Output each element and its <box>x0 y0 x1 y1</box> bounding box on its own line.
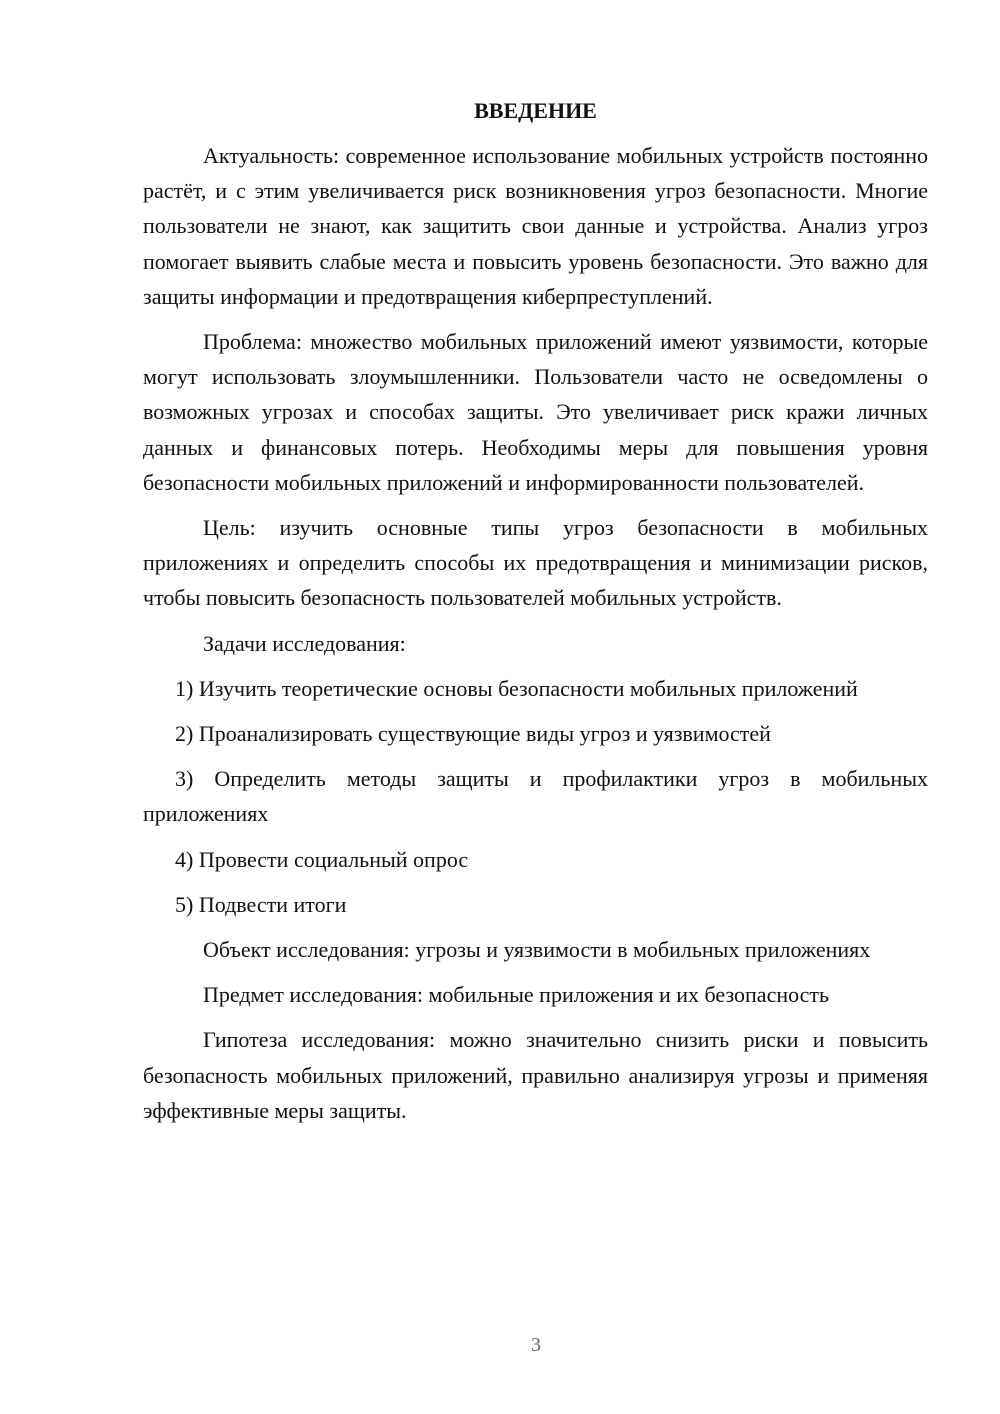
tasks-heading: Задачи исследования: <box>203 630 406 656</box>
task-item-3: 3) Определить методы защиты и профилактики угроз в мобильных приложениях <box>143 766 928 827</box>
problem-paragraph: Проблема: множество мобильных приложений имеют уязвимости, которые могут использовать злоумышленники. Пользователи часто не осведомлены о возможных угрозах и способах защиты. Это увеличивает риск кражи личных данных и финансовых потерь. Необходимы меры для повышения уровня безопасности мобильных приложений и информированности пользователей. <box>143 329 928 495</box>
relevance-paragraph: Актуальность: современное использование мобильных устройств постоянно растёт, и с этим увеличивается риск возникновения угроз безопасности. Многие пользователи не знают, как защитить свои данные и устройства. Анализ угроз помогает выявить слабые места и повысить уровень безопасности. Это важно для защиты информации и предотвращения киберпреступлений. <box>143 143 928 309</box>
document-page <box>143 96 928 1138</box>
task-item-4: 4) Провести социальный опрос <box>175 846 469 872</box>
research-subject-paragraph: Предмет исследования: мобильные приложения и их безопасность <box>203 982 830 1008</box>
hypothesis-paragraph: Гипотеза исследования: можно значительно снизить риски и повысить безопасность мобильных приложений, правильно анализируя угрозы и применяя эффективные меры защиты. <box>143 1027 928 1123</box>
goal-paragraph: Цель: изучить основные типы угроз безопасности в мобильных приложениях и определить способы их предотвращения и минимизации рисков, чтобы повысить безопасность пользователей мобильных устройств. <box>143 515 928 611</box>
research-object-paragraph: Объект исследования: угрозы и уязвимости в мобильных приложениях <box>203 937 871 963</box>
task-item-2: 2) Проанализировать существующие виды угроз и уязвимостей <box>175 721 771 747</box>
section-title: ВВЕДЕНИЕ <box>474 98 597 123</box>
task-item-5: 5) Подвести итоги <box>175 891 347 917</box>
task-item-1: 1) Изучить теоретические основы безопасности мобильных приложений <box>175 675 858 701</box>
page-number: 3 <box>531 1334 541 1356</box>
